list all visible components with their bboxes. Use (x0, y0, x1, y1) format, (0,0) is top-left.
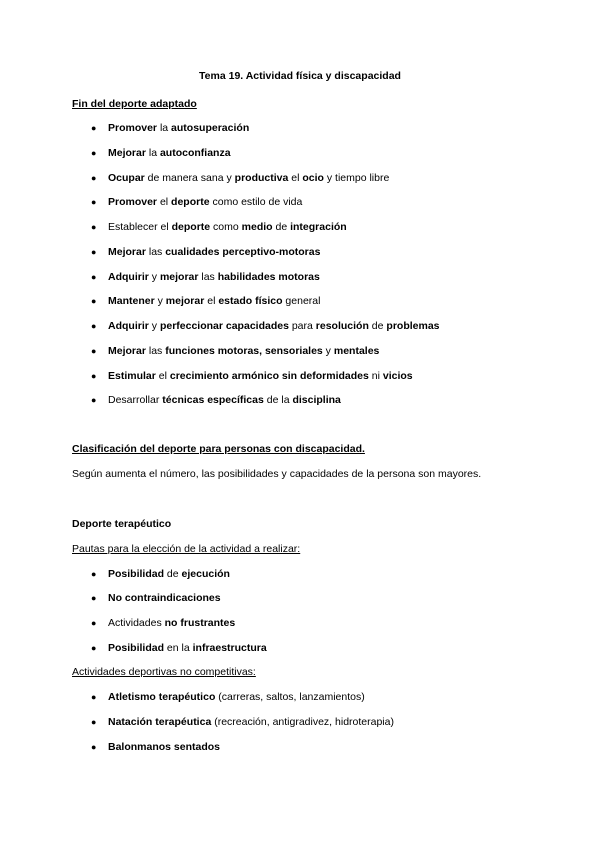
bold-text-run: Mantener (108, 295, 155, 307)
bold-text-run: Mejorar (108, 345, 146, 357)
bold-text-run: disciplina (292, 394, 341, 406)
bold-text-run: deporte (171, 196, 210, 208)
bullet-icon: ● (91, 148, 97, 158)
text-run: el (157, 196, 172, 208)
text-run: las (145, 246, 166, 258)
bold-text-run: deporte (171, 221, 211, 233)
text-run: de la (263, 394, 293, 406)
bold-text-run: medio (241, 221, 273, 233)
text-run: y (154, 295, 166, 307)
text-run: y (148, 271, 160, 283)
text-run: como (210, 221, 242, 233)
bullet-icon: ● (91, 692, 97, 702)
text-run: y (322, 345, 334, 357)
bullet-icon: ● (91, 247, 97, 257)
bold-text-run: Adquirir (108, 271, 149, 283)
section-heading-clasificacion: Clasificación del deporte para personas con discapacidad. (72, 443, 365, 455)
bold-text-run: autoconfianza (159, 147, 231, 159)
text-run: de (272, 221, 291, 233)
bold-text-run: ocio (302, 172, 324, 184)
bold-text-run: técnicas específicas (162, 394, 264, 406)
bold-text-run: Balonmanos sentados (108, 741, 221, 753)
bold-text-run: Promover (108, 196, 158, 208)
bold-text-run: vicios (382, 370, 413, 382)
text-run: el (155, 370, 170, 382)
list-item-text (108, 641, 267, 655)
bold-text-run: autosuperación (171, 122, 250, 134)
bullet-icon: ● (91, 395, 97, 405)
text-run: (recreación, antigradivez, hidroterapia) (211, 716, 394, 728)
bullet-icon: ● (91, 272, 97, 282)
section-heading-fin-deporte-adaptado: Fin del deporte adaptado (72, 98, 197, 110)
bullet-icon: ● (91, 643, 97, 653)
section-heading-deporte-terapeutico: Deporte terapéutico (72, 518, 172, 530)
bullet-icon: ● (91, 618, 97, 628)
bullet-icon: ● (91, 123, 97, 133)
text-run: Establecer el (108, 221, 172, 233)
text-run: en la (164, 642, 193, 654)
bold-text-run: Adquirir (108, 320, 149, 332)
bullet-icon: ● (91, 197, 97, 207)
list-item-text (108, 344, 379, 358)
bold-text-run: crecimiento armónico sin deformidades (169, 370, 369, 382)
bold-text-run: Estimular (108, 370, 156, 382)
bold-text-run: Mejorar (108, 246, 146, 258)
list-item-text (108, 393, 341, 407)
text-run: y tiempo libre (323, 172, 390, 184)
list-item-text (108, 294, 320, 308)
list-item-text (108, 567, 230, 581)
bullet-icon: ● (91, 742, 97, 752)
bullet-icon: ● (91, 371, 97, 381)
bullet-icon: ● (91, 346, 97, 356)
list-item-text (108, 616, 235, 630)
list-item-text (108, 715, 394, 729)
list-item-text (108, 220, 347, 234)
text-run: las (198, 271, 218, 283)
text-run: Actividades (108, 617, 165, 629)
list-item-text (108, 270, 320, 284)
list-item-text (108, 591, 221, 605)
bold-text-run: mejorar (159, 271, 199, 283)
text-run: general (282, 295, 321, 307)
list-item-text (108, 146, 231, 160)
document-title: Tema 19. Actividad física y discapacidad (199, 70, 401, 82)
bold-text-run: Atletismo terapéutico (108, 691, 216, 703)
bold-text-run: productiva (234, 172, 289, 184)
text-run: de (368, 320, 387, 332)
text-run: ni (368, 370, 383, 382)
list-item-text (108, 690, 365, 704)
text-run: (carreras, saltos, lanzamientos) (215, 691, 365, 703)
subheading-actividades-no-competitivas: Actividades deportivas no competitivas: (72, 666, 256, 678)
bullet-icon: ● (91, 569, 97, 579)
list-item-text (108, 195, 302, 209)
list-item-text (108, 121, 249, 135)
bullet-icon: ● (91, 222, 97, 232)
bold-text-run: No contraindicaciones (108, 592, 221, 604)
bold-text-run: no frustrantes (164, 617, 236, 629)
bold-text-run: funciones motoras, sensoriales (165, 345, 323, 357)
text-run: la (145, 147, 160, 159)
text-run: la (157, 122, 172, 134)
bold-text-run: Promover (108, 122, 158, 134)
list-item-text (108, 369, 413, 383)
list-item-text (108, 171, 389, 185)
list-item-text (108, 740, 220, 754)
text-run: de (164, 568, 182, 580)
text-run: de manera sana y (144, 172, 235, 184)
bullet-icon: ● (91, 593, 97, 603)
text-run: el (288, 172, 303, 184)
bullet-icon: ● (91, 173, 97, 183)
bold-text-run: perfeccionar capacidades (159, 320, 289, 332)
bullet-icon: ● (91, 296, 97, 306)
bullet-icon: ● (91, 717, 97, 727)
bold-text-run: integración (290, 221, 347, 233)
text-run: Desarrollar (108, 394, 163, 406)
bold-text-run: Mejorar (108, 147, 146, 159)
text-run: el (204, 295, 219, 307)
text-run: y (148, 320, 160, 332)
text-run: como estilo de vida (209, 196, 303, 208)
text-run: para (288, 320, 316, 332)
bold-text-run: ejecución (181, 568, 230, 580)
list-item-text (108, 319, 440, 333)
bold-text-run: mejorar (165, 295, 205, 307)
bold-text-run: cualidades perceptivo-motoras (165, 246, 321, 258)
bold-text-run: Natación terapéutica (108, 716, 212, 728)
list-item-text (108, 245, 320, 259)
bold-text-run: estado físico (218, 295, 283, 307)
paragraph-clasificacion: Según aumenta el número, las posibilidades y capacidades de la persona son mayores. (72, 468, 482, 480)
bold-text-run: habilidades motoras (217, 271, 320, 283)
bold-text-run: infraestructura (192, 642, 267, 654)
bold-text-run: Ocupar (108, 172, 145, 184)
bold-text-run: problemas (386, 320, 440, 332)
bullet-icon: ● (91, 321, 97, 331)
text-run: las (145, 345, 166, 357)
bold-text-run: Posibilidad (108, 642, 165, 654)
bold-text-run: Posibilidad (108, 568, 165, 580)
bold-text-run: resolución (315, 320, 369, 332)
bold-text-run: mentales (333, 345, 380, 357)
subheading-pautas: Pautas para la elección de la actividad a realizar: (72, 543, 301, 555)
